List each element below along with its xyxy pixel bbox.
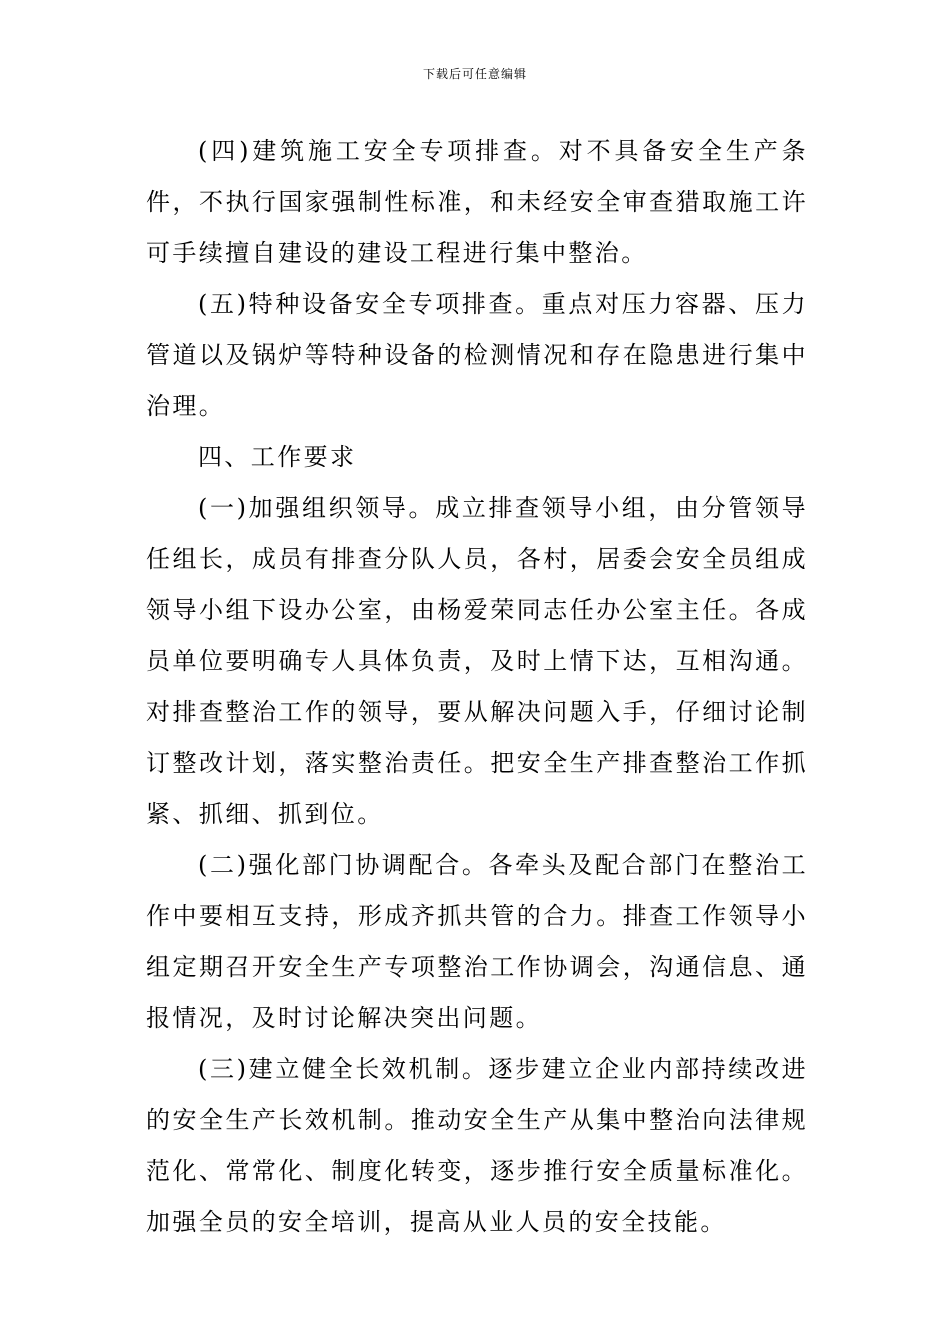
paragraph-building-construction-inspection: (四)建筑施工安全专项排查。对不具备安全生产条件，不执行国家强制性标准，和未经安全审查猎取施工许可手续擅自建设的建设工程进行集中整治。	[146, 137, 808, 267]
paragraph-strengthen-leadership: (一)加强组织领导。成立排查领导小组，由分管领导任组长，成员有排查分队人员，各村，居委会安全员组成领导小组下设办公室，由杨爱荣同志任办公室主任。各成员单位要明确专人具体负责，及时上情下达，互相沟通。对排查整治工作的领导，要从解决问题入手，仔细讨论制订整改计划，落实整治责任。把安全生产排查整治工作抓紧、抓细、抓到位。	[146, 494, 808, 828]
section-heading-work-requirements: 四、工作要求	[198, 443, 357, 471]
paragraph-long-term-mechanism: (三)建立健全长效机制。逐步建立企业内部持续改进的安全生产长效机制。推动安全生产从集中整治向法律规范化、常常化、制度化转变，逐步推行安全质量标准化。加强全员的安全培训，提高从业人员的安全技能。	[146, 1055, 808, 1236]
paragraph-special-equipment-inspection: (五)特种设备安全专项排查。重点对压力容器、压力管道以及锅炉等特种设备的检测情况和存在隐患进行集中治理。	[146, 290, 808, 420]
paragraph-department-coordination: (二)强化部门协调配合。各牵头及配合部门在整治工作中要相互支持，形成齐抓共管的合力。排查工作领导小组定期召开安全生产专项整治工作协调会，沟通信息、通报情况，及时讨论解决突出问题。	[146, 851, 808, 1032]
document-body	[146, 126, 808, 1248]
page-header-note: 下载后可任意编辑	[422, 67, 527, 81]
